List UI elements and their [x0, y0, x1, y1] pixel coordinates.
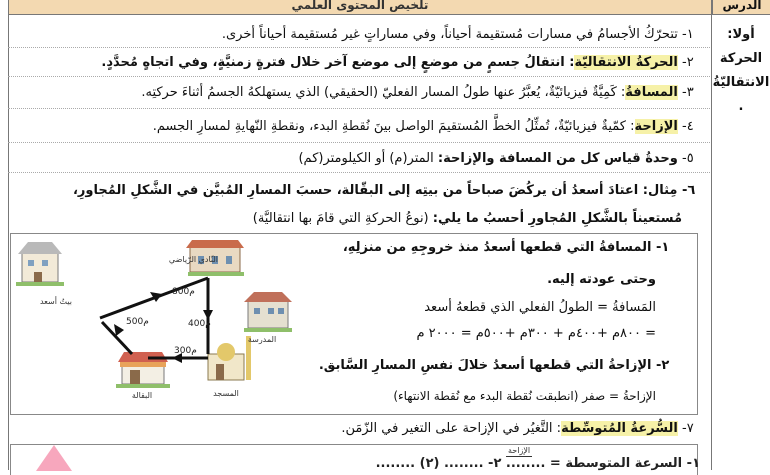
point-2-text: : انتقالُ جسمٍ من موضعٍ إلى موضع آخر خلال فترةٍ زمنيَّةٍ، وفي اتجاهٍ مُحدَّدٍ.: [101, 55, 575, 70]
home-building-icon: [16, 242, 64, 286]
sidebar-line-2: الحركة: [719, 51, 763, 66]
grocery-label: البقالة: [131, 391, 153, 400]
point-5-lead: وحدةُ قياس كل من المسافة والإزاحة:: [437, 151, 678, 166]
point-1-number: ١-: [682, 27, 694, 42]
question-1-calculation: = ٨٠٠م +٤٠٠م + ٣٠٠م +٥٠٠م = ٢٠٠٠ م: [416, 326, 656, 341]
point-6-text: مِثال: اعتادَ أسعدُ أن يركُضَ صباحاً من بيتِه إلى البقّالة، حسبَ المسارِ المُبيَّن في الشَّكلِ المُجاورِ،: [72, 183, 678, 198]
sidebar-topic: [712, 15, 770, 470]
question-2-line-1: [319, 356, 680, 378]
divider: [8, 172, 710, 173]
summary-title: تلخيص المحتوى العلمي: [8, 0, 712, 15]
distance-400-label: 400م: [188, 319, 211, 329]
point-6-text-2: مُستعيناً بالشَّكلِ المُجاورِ أحسبُ ما يلي:: [432, 211, 682, 226]
point-2-term: الحركةُ الانتقاليّة: [574, 55, 678, 70]
point-2-number: ٢-: [682, 55, 694, 70]
divider: [8, 108, 710, 109]
point-4-text: : كمّيةٌ فيزيائيّةٌ، تُمثِّلُ الخطَّ المُستقيمَ الواصل بينَ نُقطةِ البدء، ونقطةِ النّهايةِ لمسارِ الجسم.: [152, 119, 635, 134]
sidebar-line-3: الانتقاليّةُ: [712, 75, 770, 90]
question-1-line-1: [343, 238, 680, 260]
point-4-term: الإزاحة: [634, 119, 678, 134]
fraction-numerator: الإزاحة: [508, 446, 531, 455]
question-1-number: ١-: [656, 240, 670, 255]
point-3-term: المسافةُ: [625, 85, 678, 100]
question-2-answer: الإزاحةُ = صفر (انطبقت نُقطة البدء مع نُقطة الانتهاء): [393, 389, 656, 403]
warning-triangle-icon: [36, 445, 72, 471]
distance-300-label: 300م: [174, 346, 197, 356]
mosque-label: المسجد: [213, 389, 239, 398]
point-6-text-2b: (نوعُ الحركةِ التي قامَ بها انتقاليَّة): [252, 211, 433, 226]
question-1-text: المسافةُ التي قطعها أسعدُ منذ خروجِهِ من منزلِهِ،: [342, 240, 652, 255]
question-1-line-2: وحتى عودته إليه.: [547, 272, 656, 287]
point-7: [341, 418, 706, 440]
home-label: بيتُ أسعد: [39, 297, 73, 306]
sidebar-line-4: .: [738, 99, 744, 114]
point-3-number: ٣-: [682, 85, 694, 100]
question-2-number: ٢-: [656, 358, 670, 373]
point-7-text: : التَّغيُر في الإزاحة على التغير في الزّمَن.: [341, 421, 562, 436]
divider: [8, 47, 710, 48]
point-7-term: السُّرعةُ المُتوسِّطة: [561, 421, 678, 436]
school-building-icon: [244, 292, 292, 332]
point-4: [153, 116, 706, 138]
mosque-building-icon: [208, 336, 251, 380]
point-2: [101, 52, 706, 74]
divider: [8, 76, 710, 77]
point-3: [141, 82, 706, 104]
lesson-header: الدرس: [712, 0, 770, 15]
point-6-line-2: [253, 208, 682, 230]
point-5: [298, 148, 706, 170]
sidebar-line-1: أولا:: [727, 27, 755, 42]
route-map: [12, 236, 302, 410]
point-1-text: تتحرّكُ الأجسامُ في مسارات مُستقيمة أحياناً، وفي مساراتٍ غير مُستقيمة أحياناً أخرى.: [221, 27, 678, 42]
cut-off-line: ١- السرعة المتوسطة = ........ ٢- ........ (٢) ........: [375, 456, 700, 471]
distance-800-label: 800م: [172, 287, 195, 297]
point-7-number: ٧-: [682, 421, 694, 436]
point-1: [222, 24, 706, 46]
point-5-text: المتر(م) أو الكيلومتر(كم): [298, 151, 438, 166]
school-label: المدرسة: [247, 335, 277, 344]
question-1-formula: المَسافةُ = الطولُ الفعلي الذي قطعهُ أسعد: [424, 300, 656, 315]
question-2-text: الإزاحةُ التي قطعها أسعدُ خلالَ نفسِ المسارِ السَّابق.: [318, 358, 652, 373]
point-6-number: ٦-: [682, 183, 696, 198]
point-5-number: ٥-: [682, 151, 694, 166]
arrow-icon: [114, 324, 124, 336]
point-6: [73, 180, 706, 202]
distance-500-label: 500م: [126, 317, 149, 327]
point-4-number: ٤-: [682, 119, 694, 134]
club-label: النّادي الرّياضي: [168, 255, 218, 264]
point-3-text: : كَمِيَّةٌ فيزيائيّةٌ، يُعبَّرُ عنها طولُ المسار الفعليّ (الحقيقي) الذي يستهلكهُ الجسمُ أثناءَ حركتِه.: [141, 85, 626, 100]
divider: [8, 142, 710, 143]
